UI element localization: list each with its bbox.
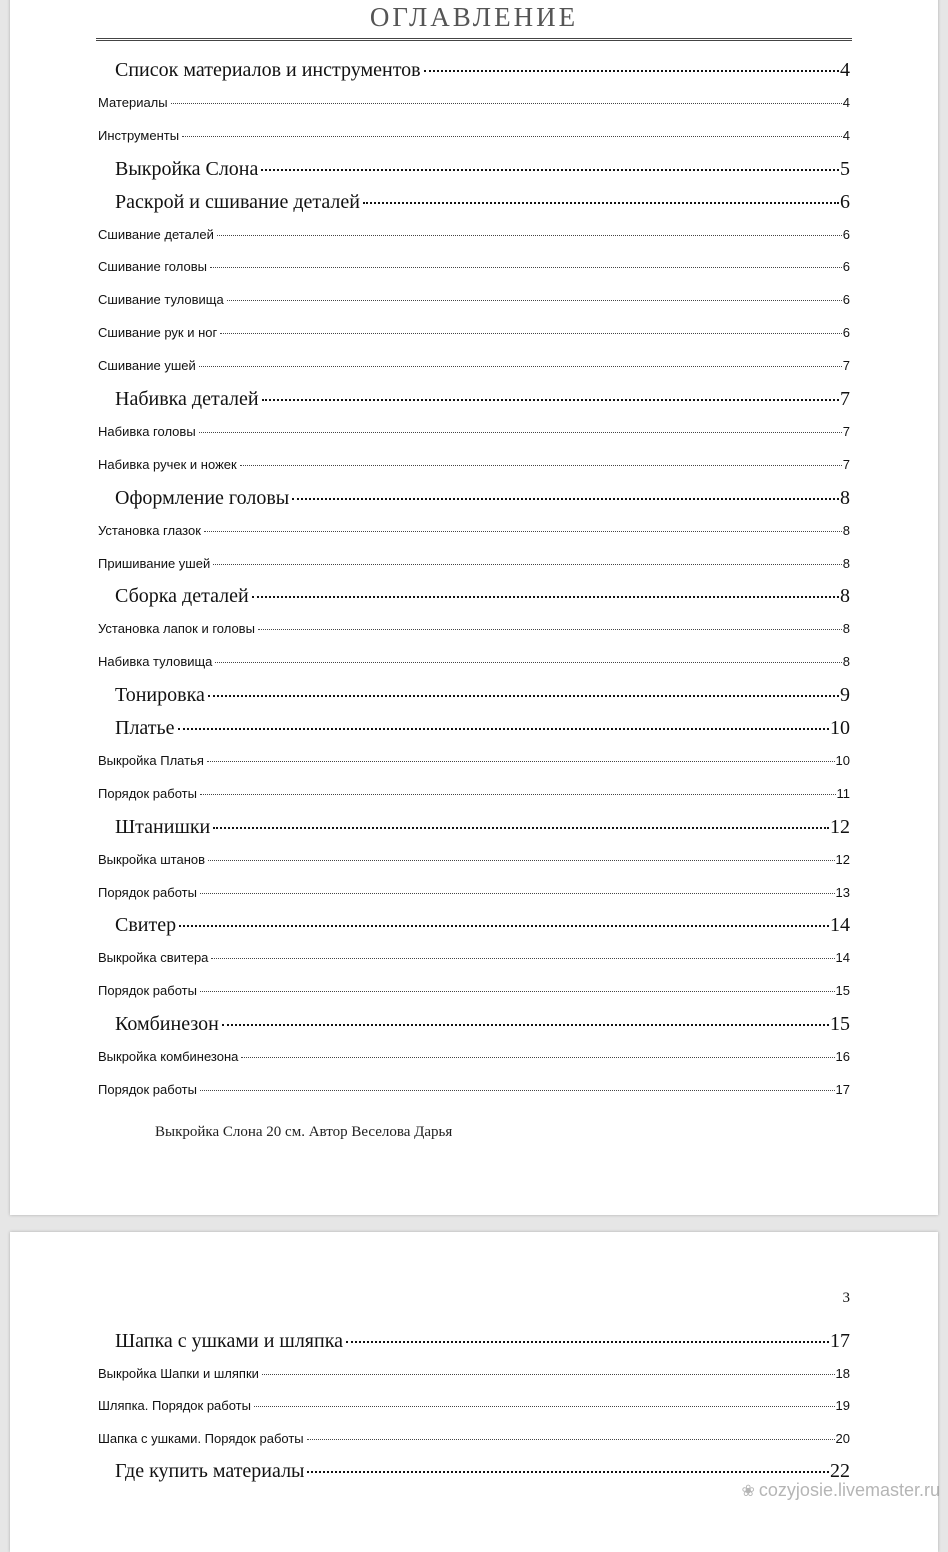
toc-entry-title: Где купить материалы	[115, 1460, 305, 1482]
toc-entry-page: 17	[835, 1081, 850, 1097]
toc-section-entry	[98, 522, 850, 540]
dot-leader	[178, 728, 829, 730]
toc-section-entry	[98, 1081, 850, 1099]
toc-section-entry	[98, 555, 850, 573]
toc-entry-title: Выкройка штанов	[98, 851, 206, 867]
page-number: 3	[842, 1290, 850, 1306]
dot-leader	[292, 498, 839, 500]
toc-entry-page: 4	[842, 127, 850, 143]
toc-entry-title: Порядок работы	[98, 983, 197, 999]
toc-entry-title: Комбинезон	[115, 1013, 219, 1036]
watermark-text: cozyjosie.livemaster.ru	[758, 1480, 940, 1500]
toc-entry-title: Материалы	[98, 94, 168, 110]
dot-leader	[213, 827, 829, 829]
dot-leader	[222, 1024, 829, 1026]
dot-leader	[254, 1406, 835, 1407]
toc-entry-page: 8	[842, 654, 850, 670]
toc-section-entry	[98, 1397, 850, 1415]
toc-entry-page: 18	[835, 1365, 850, 1381]
toc-entry-page: 6	[842, 259, 850, 275]
toc-entry-title: Набивка туловища	[98, 654, 213, 670]
toc-entry-title: Инструменты	[98, 127, 180, 143]
toc-entry-title: Установка глазок	[98, 522, 201, 538]
toc-entry-page: 4	[840, 59, 850, 81]
toc-section-entry	[98, 456, 850, 474]
toc-section-entry	[98, 851, 850, 869]
dot-leader	[258, 629, 842, 630]
toc-entry-page: 9	[840, 684, 850, 707]
dot-leader	[217, 235, 842, 236]
toc-entry-title: Установка лапок и головы	[98, 621, 255, 637]
dot-leader	[213, 564, 842, 565]
dot-leader	[262, 399, 839, 401]
toc-section-entry	[98, 785, 850, 803]
toc-chapter-entry	[98, 912, 850, 938]
toc-section-entry	[98, 1430, 850, 1448]
watermark	[742, 1480, 940, 1501]
toc-chapter-entry	[98, 485, 850, 511]
toc-chapter-entry	[98, 1328, 850, 1354]
toc-section-entry	[98, 1048, 850, 1066]
toc-entry-title: Набивка головы	[98, 423, 196, 439]
dot-leader	[307, 1439, 835, 1440]
toc-entry-page: 7	[840, 388, 850, 410]
toc-entry-title: Сшивание рук и ног	[98, 325, 218, 341]
toc-entry-page: 6	[842, 226, 850, 242]
toc-heading: ОГЛАВЛЕНИЕ	[369, 2, 579, 32]
toc-section-entry	[98, 324, 850, 342]
toc-entry-title: Выкройка Слона	[115, 157, 259, 180]
toc-chapter-entry	[98, 386, 850, 412]
toc-entry-page: 20	[835, 1430, 850, 1446]
toc-section-entry	[98, 620, 850, 638]
toc-entry-title: Сшивание головы	[98, 259, 207, 275]
toc-entry-page: 19	[835, 1398, 850, 1413]
toc-entry-page: 4	[842, 94, 850, 110]
dot-leader	[424, 70, 839, 72]
toc-entry-title: Выкройка свитера	[98, 950, 209, 966]
toc-section-entry	[98, 291, 850, 309]
toc-chapter-entry	[98, 682, 850, 708]
dot-leader	[346, 1341, 829, 1343]
toc-entry-page: 6	[842, 325, 850, 341]
dot-leader	[200, 1090, 835, 1091]
dot-leader	[210, 267, 842, 268]
toc-section-entry	[98, 982, 850, 1000]
dot-leader	[227, 300, 842, 301]
toc-entry-title: Набивка деталей	[115, 388, 259, 410]
toc-chapter-entry	[98, 1458, 850, 1484]
toc-entry-page: 8	[842, 621, 850, 637]
document-page-2	[10, 1232, 938, 1552]
toc-entry-page: 12	[835, 851, 850, 867]
toc-entry-title: Список материалов и инструментов	[115, 59, 421, 81]
toc-entry-page: 17	[830, 1330, 850, 1352]
toc-entry-title: Платье	[115, 717, 175, 739]
dot-leader	[179, 925, 829, 927]
toc-entry-title: Штанишки	[115, 815, 211, 838]
toc-section-entry	[98, 752, 850, 770]
dot-leader	[199, 432, 842, 433]
dot-leader	[208, 860, 835, 861]
toc-chapter-entry	[98, 189, 850, 215]
toc-entry-title: Сшивание ушей	[98, 358, 196, 374]
toc-entry-title: Шапка с ушками. Порядок работы	[98, 1430, 304, 1446]
toc-entry-title: Сшивание деталей	[98, 226, 214, 242]
dot-leader	[211, 958, 834, 959]
toc-section-entry	[98, 127, 850, 145]
toc-entry-page: 11	[836, 785, 850, 801]
toc-entry-title: Шляпка. Порядок работы	[98, 1398, 251, 1413]
toc-entry-title: Сшивание туловища	[98, 292, 224, 308]
toc-entry-page: 16	[835, 1049, 850, 1064]
toc-entry-page: 6	[842, 292, 850, 308]
toc-section-entry	[98, 226, 850, 244]
toc-entry-page: 8	[842, 555, 850, 571]
toc-chapter-entry	[98, 156, 850, 182]
dot-leader	[207, 761, 835, 762]
toc-entry-page: 10	[835, 752, 850, 768]
toc-entry-page: 22	[830, 1460, 850, 1482]
toc-entry-title: Выкройка Платья	[98, 752, 204, 768]
toc-entry-page: 10	[830, 717, 850, 739]
toc-chapter-entry	[98, 715, 850, 741]
toc-section-entry	[98, 653, 850, 671]
toc-entry-title: Свитер	[115, 914, 177, 937]
toc-entry-title: Шапка с ушками и шляпка	[115, 1330, 343, 1352]
toc-entry-title: Порядок работы	[98, 785, 197, 801]
dot-leader	[200, 794, 836, 795]
toc-entry-title: Оформление головы	[115, 486, 290, 509]
toc-entry-page: 13	[835, 884, 850, 900]
toc-chapter-entry	[98, 57, 850, 83]
dot-leader	[261, 169, 839, 171]
toc-entry-page: 5	[840, 157, 850, 180]
toc-entry-title: Пришивание ушей	[98, 555, 211, 571]
toc-section-entry	[98, 949, 850, 967]
dot-leader	[241, 1057, 834, 1058]
toc-entry-title: Порядок работы	[98, 884, 197, 900]
toc-entry-page: 8	[840, 486, 850, 509]
toc-entry-page: 15	[835, 983, 850, 999]
toc-chapter-entry	[98, 583, 850, 609]
toc-section-entry	[98, 94, 850, 112]
dot-leader	[262, 1374, 835, 1375]
toc-entry-page: 15	[830, 1013, 850, 1036]
toc-entry-page: 14	[830, 914, 850, 937]
toc-entry-page: 12	[830, 815, 850, 838]
dot-leader	[200, 991, 835, 992]
dot-leader	[307, 1471, 829, 1473]
toc-section-entry	[98, 357, 850, 375]
document-page-1	[10, 0, 938, 1215]
toc-entry-title: Выкройка комбинезона	[98, 1049, 239, 1064]
toc-entry-page: 7	[842, 423, 850, 439]
dot-leader	[363, 202, 839, 204]
dot-leader	[200, 893, 835, 894]
livemaster-logo-icon: ❀	[741, 1483, 755, 1500]
toc-entry-page: 8	[842, 522, 850, 538]
dot-leader	[208, 695, 839, 697]
toc-entry-title: Сборка деталей	[115, 585, 249, 608]
toc-entry-title: Раскрой и сшивание деталей	[115, 190, 360, 213]
page-footer: Выкройка Слона 20 см. Автор Веселова Дарья	[155, 1124, 453, 1140]
dot-leader	[252, 596, 839, 598]
toc-chapter-entry	[98, 1011, 850, 1037]
dot-leader	[171, 103, 842, 104]
dot-leader	[204, 531, 842, 532]
toc-entry-page: 6	[840, 190, 850, 213]
toc-entry-page: 14	[835, 950, 850, 966]
toc-entry-page: 8	[840, 585, 850, 608]
toc-entry-page: 7	[842, 358, 850, 374]
toc-section-entry	[98, 258, 850, 276]
dot-leader	[182, 136, 842, 137]
heading-rule	[96, 38, 852, 41]
dot-leader	[220, 333, 842, 334]
dot-leader	[240, 465, 842, 466]
toc-chapter-entry	[98, 814, 850, 840]
dot-leader	[215, 662, 841, 663]
toc-entry-page: 7	[842, 456, 850, 472]
toc-section-entry	[98, 1365, 850, 1383]
toc-entry-title: Выкройка Шапки и шляпки	[98, 1365, 259, 1381]
toc-entry-title: Тонировка	[115, 684, 205, 707]
toc-section-entry	[98, 423, 850, 441]
toc-section-entry	[98, 884, 850, 902]
toc-entry-title: Порядок работы	[98, 1081, 197, 1097]
dot-leader	[199, 366, 842, 367]
toc-entry-title: Набивка ручек и ножек	[98, 456, 237, 472]
